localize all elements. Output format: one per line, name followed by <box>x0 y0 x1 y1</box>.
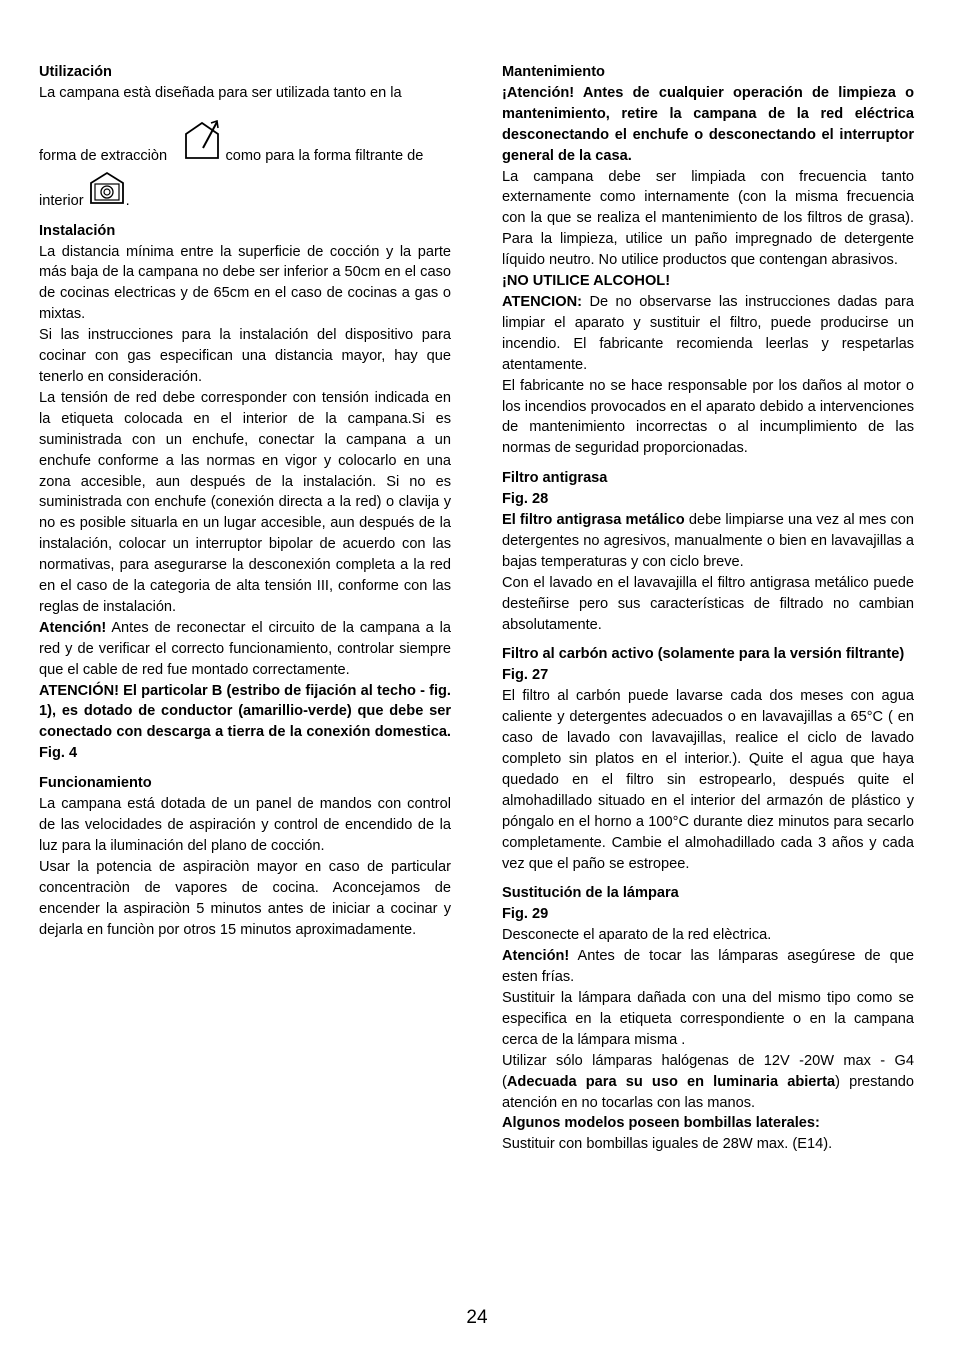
lampara-text-6: Sustituir con bombillas iguales de 28W max. (E14). <box>502 1136 833 1153</box>
funcionamiento-text-1: La campana está dotada de un panel de mandos con control de las velocidades de aspiración y control de encendido de la luz para la iluminación del plano de cocción. <box>39 796 451 854</box>
instalacion-warning: ATENCIÓN! El particolar B (estribo de fijación al techo - fig. 1), es dotado de conductor (amarillio-verde) que debe ser conectado con descarga a tierra de la conexión domestica. Fig. 4 <box>39 682 451 762</box>
filtro-antigrasa-text-1: El filtro antigrasa metálico debe limpiarse una vez al mes con detergentes no agresivos, manualmente o bien en lavavajillas a bajas temperaturas y con ciclo breve. <box>502 512 914 570</box>
instalacion-text-4: Atención! Antes de reconectar el circuito de la campana a la red y de verificar el correcto funcionamiento, controlar siempre que el cable de red fue montado correctamente. <box>39 619 451 678</box>
filtro-antigrasa-text-2: Con el lavado en el lavavajilla el filtro antigrasa metálico puede desteñirse pero sus características de filtrado no cambian absolutamente. <box>502 574 914 633</box>
lampara-text-1: Desconecte el aparato de la red elèctrica. <box>502 927 772 944</box>
left-column <box>39 62 451 940</box>
section-title-filtro-antigrasa: Filtro antigrasa <box>502 470 608 487</box>
page-number: 24 <box>466 1307 488 1328</box>
funcionamiento-text-2: Usar la potencia de aspiraciòn mayor en caso de particular concentraciòn de vapores de cocina. Aconcejamos de encender la aspiraciòn 5 minutos antes de iniciar a cocinar y dejarla en funciòn por otros 15 minutos aproximadamente. <box>39 858 451 938</box>
fig-ref-29: Fig. 29 <box>502 906 549 923</box>
right-column <box>502 62 914 1155</box>
filtro-carbon-text-1: El filtro al carbón puede lavarse cada dos meses con agua caliente y detergentes adecuados o en lavavajillas a 65°C ( en caso de lavado con lavavajillas, realice el ciclo de lavado completo sin platos en el interior.). Quite el agua que haya quedado en el filtro sin estropearlo, después quite el almohadillado situado en el interior del armazón de plástico y póngalo en el horno a 100°C durante diez minutos para secarlo completamente. Cambie el almohadillado cada 3 años y cada vez que el paño se estropee. <box>502 688 914 872</box>
instalacion-text-1: La distancia mínima entre la superficie de cocción y la parte más baja de la campana no debe ser inferior a 50cm en el caso de cocinas electricas y de 65cm en el caso de cocinas a gas o mixtas. <box>39 243 451 323</box>
utilizacion-text-2: forma de extracciòn como para la forma filtrante de <box>39 120 451 167</box>
instalacion-text-3: La tensión de red debe corresponder con tensión indicada en la etiqueta colocada en el interior de la campana.Si es suministrada con un enchufe, conectar la campana a un enchufe conforme a las normas en vigor y colocarlo en una zona accesible, aun después de la instalación. Si no es suministrada con enchufe (conexión directa a la red) o clavija y no es posible situarla en un lugar accesible, aun después de la instalación, colocar un interruptor bipolar de acuerdo con las normativas, para asegurarse la desconexión completa a la red en el caso de la categoria de alta tensión III, conforme con las reglas de instalación. <box>39 389 451 615</box>
fig-ref-28: Fig. 28 <box>502 491 549 508</box>
section-title-utilizacion: Utilización <box>39 64 112 80</box>
section-title-filtro-carbon: Filtro al carbón activo (solamente para la versión filtrante) <box>502 646 905 663</box>
mantenimiento-no-alcohol: ¡NO UTILICE ALCOHOL! <box>502 273 671 290</box>
section-title-lampara: Sustitución de la lámpara <box>502 885 679 902</box>
utilizacion-text-1: La campana està diseñada para ser utilizada tanto en la <box>39 84 402 101</box>
hood-extraction-icon <box>183 120 221 167</box>
instalacion-text-2: Si las instrucciones para la instalación del dispositivo para cocinar con gas especifican una distancia mayor, hay que tenerlo en consideración. <box>39 327 451 385</box>
section-title-mantenimiento: Mantenimiento <box>502 64 605 80</box>
section-title-funcionamiento: Funcionamiento <box>39 775 152 792</box>
lampara-text-4: Utilizar sólo lámparas halógenas de 12V -20W max - G4 (Adecuada para su uso en luminaria abierta) prestando atención en no tocarlas con las manos. <box>502 1052 914 1111</box>
utilizacion-text-3: interior . <box>39 171 451 212</box>
mantenimiento-text-4: ATENCION: De no observarse las instrucciones dadas para limpiar el aparato y sustituir el filtro, puede producirse un incendio. El fabricante recomienda leerlas y respetarlas atentamente. <box>502 293 914 373</box>
mantenimiento-warning: ¡Atención! Antes de cualquier operación de limpieza o mantenimiento, retire la campana de la red eléctrica desconectando el enchufe o desconectando el interruptor general de la casa. <box>502 84 914 164</box>
hood-filter-icon <box>88 171 126 212</box>
mantenimiento-text-2: La campana debe ser limpiada con frecuencia tanto externamente como internamente (con la misma frecuencia con la que se realiza el mantenimiento de los filtros de grasa). Para la limpieza, utilice un paño impregnado de detergente líquido neutro. No utilice productos que contengan abrasivos. <box>502 168 914 269</box>
mantenimiento-text-5: El fabricante no se hace responsable por los daños al motor o los incendios provocados en el aparato debido a intervenciones de mantenimiento incorrectas o al incumplimiento de las normas de seguridad proporcionadas. <box>502 377 914 457</box>
lampara-text-2: Atención! Antes de tocar las lámparas asegúrese de que esten frías. <box>502 948 914 986</box>
lampara-text-3: Sustituir la lámpara dañada con una del mismo tipo como se especifica en la etiqueta correspondiente o en la campana cerca de la lámpara misma . <box>502 989 914 1048</box>
lampara-text-5: Algunos modelos poseen bombillas laterales: <box>502 1115 820 1132</box>
fig-ref-27: Fig. 27 <box>502 667 549 684</box>
section-title-instalacion: Instalación <box>39 222 116 239</box>
